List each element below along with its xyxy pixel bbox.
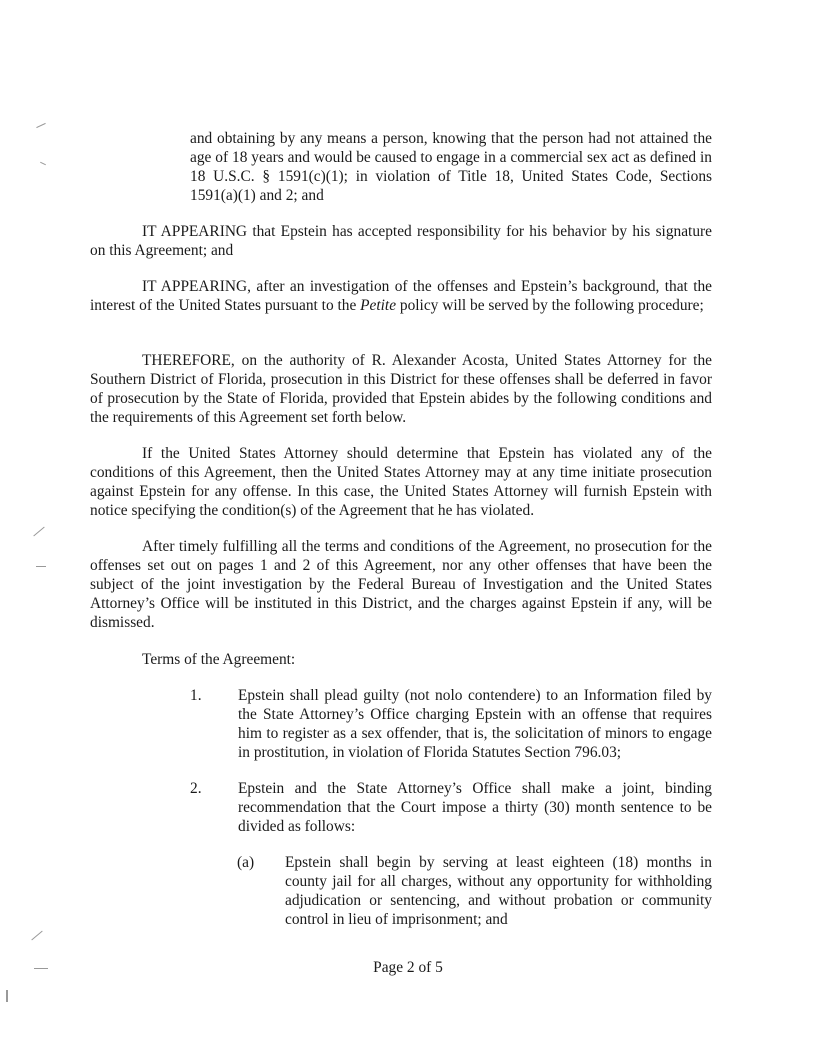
scan-mark: [34, 968, 48, 969]
subitem-text: Epstein shall begin by serving at least eighteen (18) months in county jail for all charges, without any opportunity for withholding adjudication or sentencing, and without probation or community control in lieu of imprisonment; and: [285, 854, 712, 928]
page-number: Page 2 of 5: [373, 959, 443, 976]
petite-italic: Petite: [360, 297, 397, 314]
paragraph-accepted-responsibility: IT APPEARING that Epstein has accepted responsibility for his behavior by his signature on this Agreement; and: [90, 223, 712, 259]
paragraph-therefore: THEREFORE, on the authority of R. Alexander Acosta, United States Attorney for the Southern District of Florida, prosecution in this District for these offenses shall be deferred in favor of prosecution by the State of Florida, provided that Epstein abides by the following conditions and the requirements of this Agreement set forth below.: [90, 352, 712, 426]
terms-heading: Terms of the Agreement:: [142, 651, 296, 668]
scan-mark: [36, 566, 46, 567]
term-text: Epstein and the State Attorney’s Office shall make a joint, binding recommendation that the Court impose a thirty (30) month sentence to be divided as follows:: [238, 780, 712, 835]
term-number: 2.: [190, 780, 202, 797]
scan-mark: [36, 123, 45, 128]
term-number: 1.: [190, 687, 202, 704]
petite-text-before: IT APPEARING, after an investigation of the offenses and Epstein’s background, that the interest of the United States pursuant to the: [90, 278, 712, 314]
scan-mark: [6, 990, 8, 1002]
subitem-label: (a): [237, 854, 255, 871]
paragraph-dismissal: After timely fulfilling all the terms and conditions of the Agreement, no prosecution for the offenses set out on pages 1 and 2 of this Agreement, nor any other offenses that have been the subject of the joint investigation by the Federal Bureau of Investigation and the United States Attorney’s Office will be instituted in this District, and the charges against Epstein if any, will be dismissed.: [90, 538, 712, 631]
paragraph-petite-policy: [90, 277, 712, 315]
scan-mark: [31, 931, 42, 941]
paragraph-violation: If the United States Attorney should determine that Epstein has violated any of the conditions of this Agreement, then the United States Attorney may at any time initiate prosecution against Epstein for any offense. In this case, the United States Attorney will furnish Epstein with notice specifying the condition(s) of the Agreement that he has violated.: [90, 445, 712, 519]
scan-mark: [33, 527, 44, 537]
scan-mark: [40, 162, 46, 165]
continuation-paragraph: and obtaining by any means a person, knowing that the person had not attained the age of 18 years and would be caused to engage in a commercial sex act as defined in 18 U.S.C. § 1591(c)(1); in violation of Title 18, United States Code, Sections 1591(a)(1) and 2; and: [190, 130, 712, 204]
petite-text-after: policy will be served by the following procedure;: [396, 297, 704, 314]
term-text: Epstein shall plead guilty (not nolo contendere) to an Information filed by the State Attorney’s Office charging Epstein with an offense that requires him to register as a sex offender, that is, the solicitation of minors to engage in prostitution, in violation of Florida Statutes Section 796.03;: [238, 687, 712, 761]
